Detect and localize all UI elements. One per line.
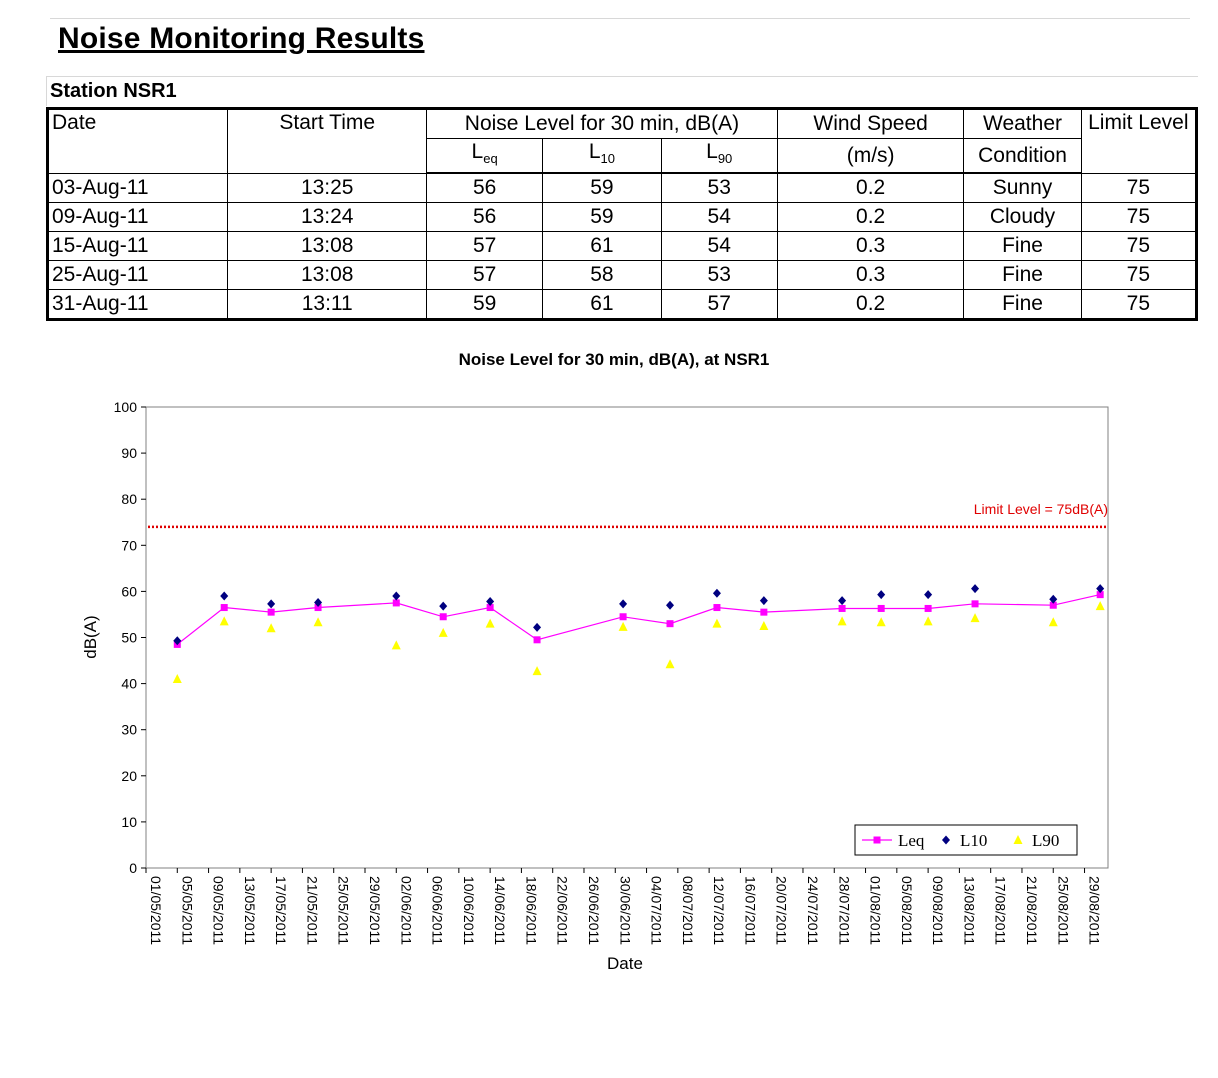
top-divider: [50, 18, 1190, 19]
cell-weather: Cloudy: [964, 203, 1081, 232]
header-wind-speed: Wind Speed: [777, 109, 963, 139]
legend-label-leq: Leq: [898, 831, 925, 850]
header-l90: [661, 139, 777, 174]
x-tick-label: 20/07/2011: [773, 876, 790, 946]
cell-l10: 59: [543, 173, 661, 203]
x-axis-title: Date: [607, 954, 643, 973]
cell-l10: 58: [543, 261, 661, 290]
y-tick-label: 90: [121, 445, 137, 462]
cell-l90: 54: [661, 203, 777, 232]
cell-leq: 57: [426, 232, 542, 261]
header-date: Date: [48, 109, 228, 174]
x-tick-label: 08/07/2011: [679, 876, 696, 946]
cell-start-time: 13:24: [228, 203, 427, 232]
x-tick-label: 28/07/2011: [836, 876, 853, 946]
station-label: Station NSR1: [50, 80, 177, 102]
x-tick-label: 25/05/2011: [335, 876, 352, 946]
x-tick-label: 21/08/2011: [1023, 876, 1040, 946]
cell-wind: 0.3: [777, 261, 963, 290]
cell-weather: Fine: [964, 232, 1081, 261]
y-tick-label: 80: [121, 491, 137, 508]
table-row: [48, 261, 1197, 290]
header-l10-sub: 10: [600, 151, 615, 166]
data-point-leq: [713, 604, 720, 611]
noise-level-chart: [0, 335, 1218, 995]
header-wind-unit: (m/s): [777, 139, 963, 174]
y-tick-label: 40: [121, 675, 137, 692]
cell-weather: Sunny: [964, 173, 1081, 203]
header-limit-level: Limit Level: [1081, 109, 1196, 174]
x-tick-label: 05/05/2011: [179, 876, 196, 946]
x-tick-label: 14/06/2011: [492, 876, 509, 946]
table-row: [48, 232, 1197, 261]
header-leq-main: L: [471, 140, 484, 163]
x-tick-label: 01/08/2011: [867, 876, 884, 946]
x-tick-label: 05/08/2011: [898, 876, 915, 946]
x-tick-label: 24/07/2011: [804, 876, 821, 946]
cell-l10: 61: [543, 232, 661, 261]
cell-date: 09-Aug-11: [48, 203, 228, 232]
table-row: [48, 290, 1197, 320]
x-tick-label: 17/08/2011: [992, 876, 1009, 946]
y-axis-title: dB(A): [81, 615, 100, 659]
limit-line-label: Limit Level = 75dB(A): [973, 500, 1108, 517]
data-point-leq: [972, 600, 979, 607]
cell-date: 25-Aug-11: [48, 261, 228, 290]
cell-start-time: 13:25: [228, 173, 427, 203]
y-tick-label: 0: [129, 860, 137, 876]
results-table: [46, 107, 1198, 321]
x-tick-label: 09/08/2011: [930, 876, 947, 946]
cell-leq: 56: [426, 203, 542, 232]
x-tick-label: 13/05/2011: [241, 876, 258, 946]
cell-l90: 53: [661, 261, 777, 290]
x-tick-label: 10/06/2011: [460, 876, 477, 946]
x-tick-label: 06/06/2011: [429, 876, 446, 946]
table-row: [48, 203, 1197, 232]
x-tick-label: 16/07/2011: [742, 876, 759, 946]
y-tick-label: 70: [121, 537, 137, 554]
x-tick-label: 01/05/2011: [148, 876, 164, 946]
cell-wind: 0.3: [777, 232, 963, 261]
header-noise-level: Noise Level for 30 min, dB(A): [426, 109, 777, 139]
data-point-leq: [925, 605, 932, 612]
cell-weather: Fine: [964, 261, 1081, 290]
y-tick-label: 30: [121, 721, 137, 738]
data-point-leq: [221, 604, 228, 611]
header-weather-line2: Condition: [964, 139, 1081, 174]
x-tick-label: 12/07/2011: [711, 876, 728, 946]
x-tick-label: 26/06/2011: [585, 876, 602, 946]
header-l90-main: L: [706, 140, 718, 163]
cell-date: 03-Aug-11: [48, 173, 228, 203]
plot-area: [146, 407, 1108, 868]
cell-start-time: 13:08: [228, 261, 427, 290]
page-title: Noise Monitoring Results: [58, 22, 425, 55]
data-point-leq: [667, 620, 674, 627]
y-tick-label: 10: [121, 813, 137, 830]
station-divider: [46, 76, 1198, 77]
x-axis: [146, 868, 1103, 945]
legend: [855, 825, 1077, 855]
y-tick-label: 20: [121, 767, 137, 784]
legend-label-l90: L90: [1032, 831, 1060, 850]
cell-wind: 0.2: [777, 173, 963, 203]
cell-start-time: 13:08: [228, 232, 427, 261]
x-tick-label: 30/06/2011: [617, 876, 634, 946]
cell-l90: 57: [661, 290, 777, 320]
data-point-leq: [440, 613, 447, 620]
x-tick-label: 21/05/2011: [304, 876, 321, 946]
data-point-leq: [620, 613, 627, 620]
y-tick-label: 60: [121, 583, 137, 600]
x-tick-label: 25/08/2011: [1055, 876, 1072, 946]
header-l10-main: L: [588, 140, 601, 163]
cell-l10: 61: [543, 290, 661, 320]
x-tick-label: 02/06/2011: [398, 876, 415, 946]
cell-leq: 57: [426, 261, 542, 290]
data-point-leq: [534, 636, 541, 643]
x-tick-label: 04/07/2011: [648, 876, 665, 946]
cell-l10: 59: [543, 203, 661, 232]
legend-marker-leq: [874, 837, 881, 844]
y-tick-label: 50: [121, 629, 137, 646]
cell-limit: 75: [1081, 232, 1196, 261]
data-point-leq: [839, 605, 846, 612]
cell-limit: 75: [1081, 290, 1196, 320]
table-row: [48, 173, 1197, 203]
header-leq-sub: eq: [483, 151, 498, 166]
x-tick-label: 29/05/2011: [366, 876, 383, 946]
cell-date: 31-Aug-11: [48, 290, 228, 320]
cell-limit: 75: [1081, 261, 1196, 290]
data-point-leq: [878, 605, 885, 612]
cell-date: 15-Aug-11: [48, 232, 228, 261]
x-tick-label: 17/05/2011: [273, 876, 290, 946]
chart-title: Noise Level for 30 min, dB(A), at NSR1: [458, 350, 770, 369]
x-tick-label: 09/05/2011: [210, 876, 227, 946]
cell-leq: 59: [426, 290, 542, 320]
data-point-leq: [760, 609, 767, 616]
x-tick-label: 29/08/2011: [1086, 876, 1103, 946]
header-start-time: Start Time: [228, 109, 427, 174]
cell-limit: 75: [1081, 203, 1196, 232]
legend-label-l10: L10: [960, 831, 988, 850]
table-header-row: [48, 109, 1197, 139]
cell-weather: Fine: [964, 290, 1081, 320]
y-tick-label: 100: [113, 399, 137, 415]
station-left-rule: [46, 76, 47, 106]
header-leq: [426, 139, 542, 174]
y-axis: [114, 399, 146, 876]
data-point-leq: [268, 609, 275, 616]
cell-l90: 53: [661, 173, 777, 203]
header-weather: Weather: [964, 109, 1081, 139]
header-l90-sub: 90: [717, 151, 733, 166]
header-l10: [543, 139, 661, 174]
cell-limit: 75: [1081, 173, 1196, 203]
cell-wind: 0.2: [777, 290, 963, 320]
x-tick-label: 18/06/2011: [523, 876, 540, 946]
cell-leq: 56: [426, 173, 542, 203]
x-tick-label: 13/08/2011: [961, 876, 978, 946]
x-tick-label: 22/06/2011: [554, 876, 571, 946]
cell-wind: 0.2: [777, 203, 963, 232]
cell-start-time: 13:11: [228, 290, 427, 320]
cell-l90: 54: [661, 232, 777, 261]
